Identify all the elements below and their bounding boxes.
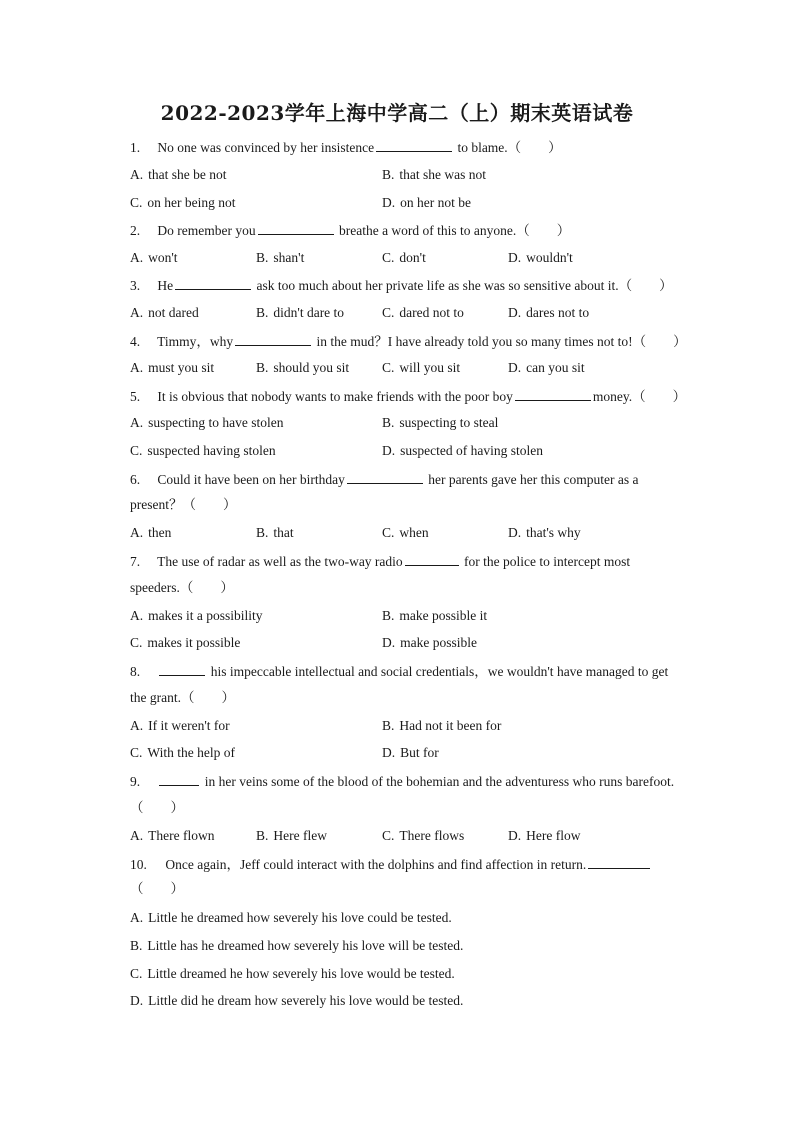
question-number: 9. [130,774,141,789]
option-text: on her not be [400,195,471,210]
question-text: He [157,278,174,293]
option-text: makes it possible [147,635,241,650]
option-text: won't [148,250,178,265]
option-b[interactable] [382,166,486,184]
option-letter: A. [130,250,144,265]
option-letter: B. [382,608,395,623]
option-text: suspected having stolen [147,443,276,458]
option-a[interactable] [130,717,230,735]
option-letter: A. [130,167,144,182]
option-letter: C. [382,305,395,320]
question-text: money.（ ） [592,389,687,404]
question-text: （ ） [130,881,184,896]
question-text: Once again，Jeff could interact with the dolphins and find affection in return. [165,857,587,872]
option-text: that she be not [148,167,227,182]
option-letter: B. [382,167,395,182]
question-text: （ ） [130,800,184,815]
option-d[interactable] [382,634,477,652]
option-text: should you sit [273,360,350,375]
option-d[interactable] [508,359,585,377]
question-text: for the police to intercept most [464,554,631,569]
option-d[interactable] [382,194,471,212]
option-text: If it weren't for [148,718,230,733]
option-b[interactable] [382,717,501,735]
option-b[interactable] [256,249,304,267]
option-d[interactable] [130,992,463,1010]
option-text: that she was not [399,167,487,182]
option-text: will you sit [399,360,461,375]
option-letter: B. [256,250,269,265]
option-text: Little did he dream how severely his love would be tested. [148,993,464,1008]
question-text: The use of radar as well as the two-way radio [157,554,403,569]
option-d[interactable] [382,744,439,762]
answer-blank [588,855,650,869]
answer-blank [258,221,334,235]
option-text: then [148,525,172,540]
option-letter: C. [130,966,143,981]
question-5-stem [130,387,710,406]
question-number: 6. [130,472,141,487]
option-c[interactable] [130,194,236,212]
option-letter: C. [382,360,395,375]
option-letter: D. [508,305,522,320]
option-c[interactable] [382,359,460,377]
answer-blank [159,662,205,676]
option-a[interactable] [130,304,199,322]
question-number: 1. [130,140,141,155]
page-title: 2022-2023学年上海中学高二（上）期末英语试卷 [160,101,634,125]
answer-blank [376,138,452,152]
question-text: her parents gave her this computer as a [428,472,639,487]
option-text: Had not it been for [399,718,502,733]
question-text: breathe a word of this to anyone.（ ） [338,223,571,238]
option-letter: B. [130,938,143,953]
question-number: 8. [130,664,141,679]
option-letter: A. [130,415,144,430]
question-9-stem-continued [130,799,710,817]
option-letter: A. [130,305,144,320]
option-text: suspecting to have stolen [148,415,284,430]
option-letter: B. [382,718,395,733]
option-c[interactable] [130,965,455,983]
option-text: dares not to [526,305,590,320]
option-text: But for [400,745,439,760]
option-text: With the help of [147,745,235,760]
answer-blank [515,387,591,401]
option-text: on her being not [147,195,236,210]
option-c[interactable] [130,744,235,762]
option-d[interactable] [508,249,573,267]
option-b[interactable] [256,359,349,377]
option-letter: D. [508,828,522,843]
option-text: Little has he dreamed how severely his love will be tested. [147,938,464,953]
option-d[interactable] [508,524,581,542]
option-letter: C. [382,525,395,540]
option-letter: C. [130,745,143,760]
option-a[interactable] [130,524,171,542]
question-number: 5. [130,389,141,404]
option-text: Here flow [526,828,581,843]
option-text: make possible [400,635,477,650]
option-letter: A. [130,718,144,733]
option-c[interactable] [382,524,429,542]
option-text: makes it a possibility [148,608,263,623]
option-text: can you sit [526,360,585,375]
option-b[interactable] [130,937,463,955]
option-a[interactable] [130,359,214,377]
question-text: Do remember you [157,223,256,238]
question-8-stem [130,662,710,681]
option-letter: B. [256,305,269,320]
question-8-stem-continued [130,689,710,707]
option-c[interactable] [130,442,276,460]
question-number: 4. [130,334,141,349]
option-text: shan't [273,250,305,265]
option-text: There flows [399,828,465,843]
question-7-stem-continued [130,579,710,597]
question-number: 3. [130,278,141,293]
option-text: don't [399,250,426,265]
question-text: Could it have been on her birthday [157,472,345,487]
option-letter: B. [256,828,269,843]
option-d[interactable] [508,827,580,845]
option-a[interactable] [130,909,452,927]
option-letter: D. [508,360,522,375]
option-d[interactable] [382,442,543,460]
option-text: suspecting to steal [399,415,499,430]
option-text: that [273,525,294,540]
question-6-stem-continued [130,496,710,514]
question-9-stem [130,772,710,791]
option-text: dared not to [399,305,464,320]
option-c[interactable] [382,249,426,267]
question-text: No one was convinced by her insistence [157,140,375,155]
question-text: ask too much about her private life as she was so sensitive about it.（ ） [256,278,673,293]
question-3-stem [130,276,710,295]
option-letter: D. [382,745,396,760]
option-letter: A. [130,828,144,843]
option-c[interactable] [382,304,464,322]
option-letter: C. [382,828,395,843]
option-text: There flown [148,828,215,843]
option-text: when [399,525,429,540]
option-text: that's why [526,525,581,540]
option-a[interactable] [130,166,226,184]
answer-blank [347,470,423,484]
question-text: It is obvious that nobody wants to make friends with the poor boy [157,389,513,404]
option-text: Here flew [273,828,327,843]
question-text: to blame.（ ） [457,140,562,155]
option-b[interactable] [256,827,327,845]
answer-blank [159,772,199,786]
question-text: present？（ ） [130,497,237,512]
question-text: the grant.（ ） [130,690,235,705]
answer-blank [235,332,311,346]
option-b[interactable] [256,304,344,322]
option-letter: B. [256,360,269,375]
option-letter: D. [508,525,522,540]
option-letter: C. [382,250,395,265]
option-letter: B. [382,415,395,430]
option-letter: C. [130,195,143,210]
option-c[interactable] [130,634,240,652]
question-6-stem [130,470,710,489]
option-letter: D. [382,443,396,458]
question-7-stem [130,552,710,571]
option-letter: D. [508,250,522,265]
option-letter: C. [130,635,143,650]
option-letter: D. [382,195,396,210]
option-letter: A. [130,910,144,925]
option-text: Little dreamed he how severely his love would be tested. [147,966,455,981]
option-text: not dared [148,305,199,320]
question-number: 7. [130,554,141,569]
option-text: wouldn't [526,250,573,265]
question-text: speeders.（ ） [130,580,234,595]
option-b[interactable] [382,414,498,432]
option-letter: D. [130,993,144,1008]
option-a[interactable] [130,414,283,432]
option-c[interactable] [382,827,464,845]
question-4-stem [130,332,710,351]
option-letter: B. [256,525,269,540]
option-letter: C. [130,443,143,458]
question-10-stem [130,855,710,874]
option-letter: D. [382,635,396,650]
option-text: Little he dreamed how severely his love could be tested. [148,910,452,925]
option-a[interactable] [130,827,214,845]
question-text: his impeccable intellectual and social credentials，we wouldn't have managed to get [210,664,669,679]
option-d[interactable] [508,304,589,322]
option-a[interactable] [130,607,263,625]
option-text: suspected of having stolen [400,443,543,458]
question-text: in the mud？I have already told you so many times not to!（ ） [316,334,687,349]
answer-blank [405,552,459,566]
option-text: make possible it [399,608,488,623]
option-text: didn't dare to [273,305,345,320]
option-b[interactable] [256,524,294,542]
question-10-stem-continued [130,880,710,898]
question-2-stem [130,221,710,240]
question-text: Timmy，why [157,334,234,349]
option-text: must you sit [148,360,215,375]
option-b[interactable] [382,607,487,625]
option-letter: A. [130,360,144,375]
option-letter: A. [130,608,144,623]
question-1-stem [130,138,710,157]
question-text: in her veins some of the blood of the bohemian and the adventuress who runs barefoot. [204,774,675,789]
question-number: 10. [130,857,147,872]
answer-blank [175,276,251,290]
question-number: 2. [130,223,141,238]
option-a[interactable] [130,249,178,267]
option-letter: A. [130,525,144,540]
